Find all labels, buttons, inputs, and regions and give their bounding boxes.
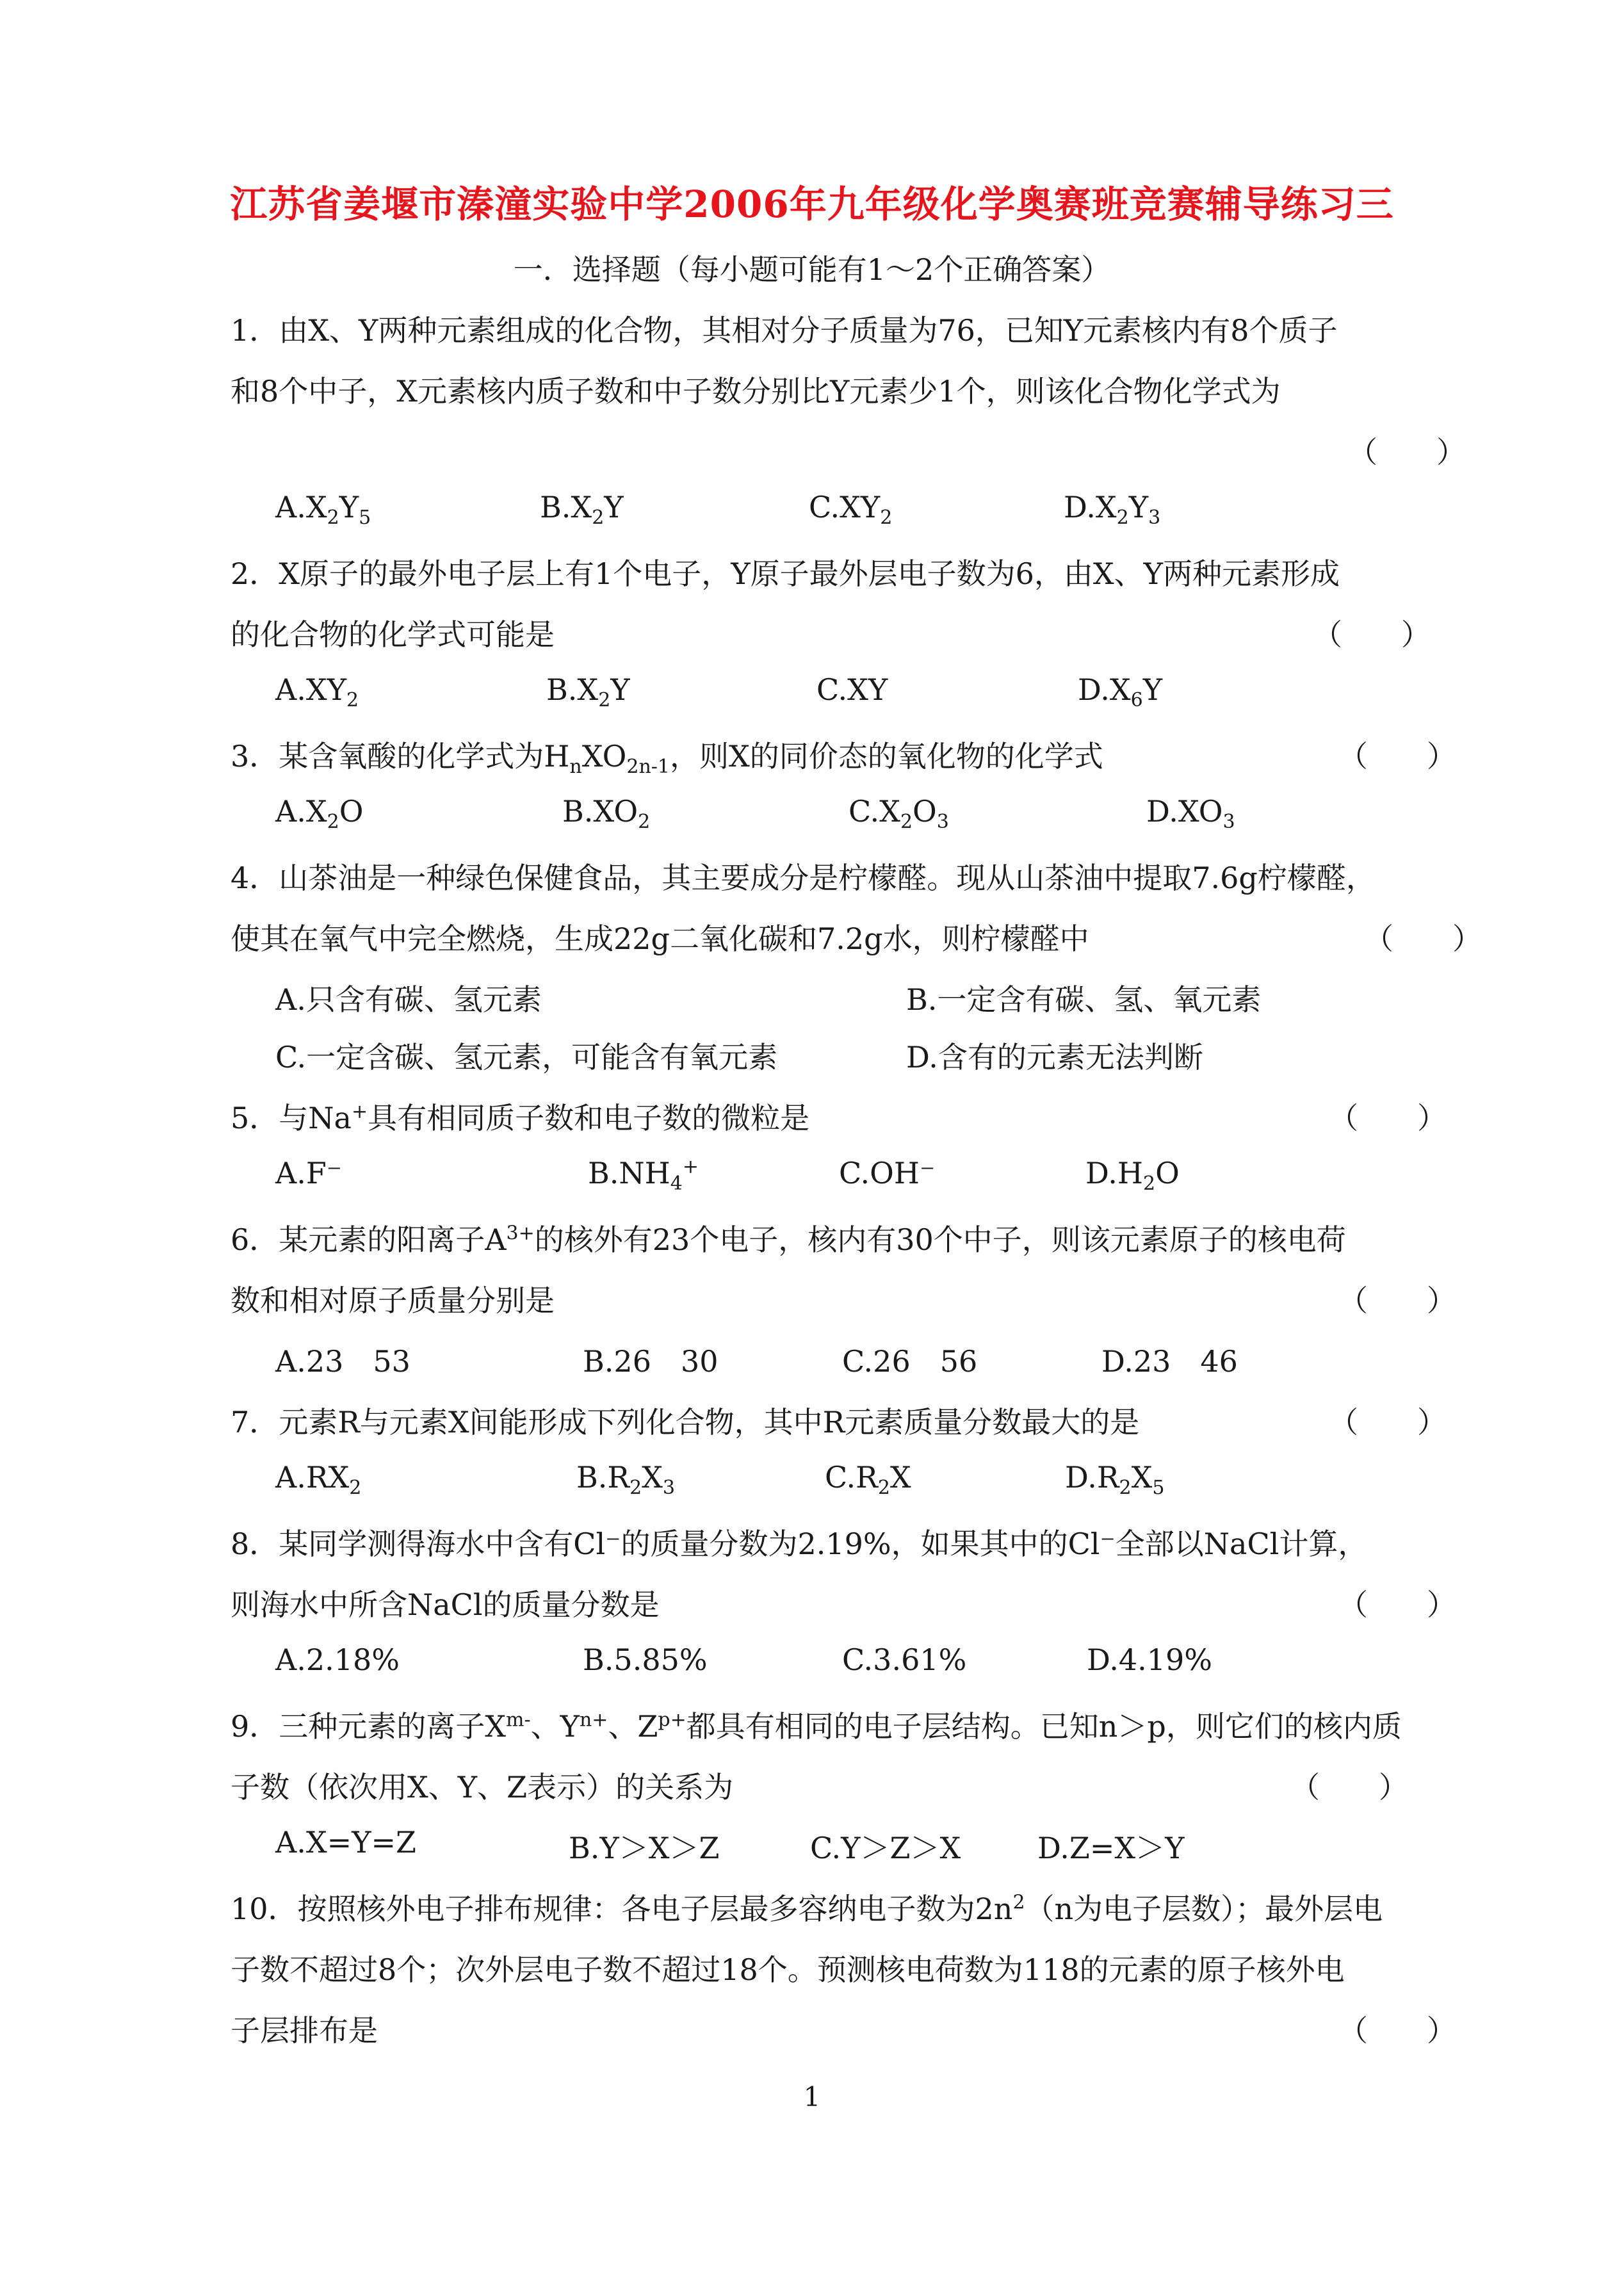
page-title: 江苏省姜堰市溱潼实验中学2006年九年级化学奥赛班竞赛辅导练习三 [230, 182, 1394, 226]
q5-option-a: A.F⁻ [275, 1156, 343, 1190]
q2-option-b: $B.X_2Y$ [546, 672, 630, 712]
q10-line-3: 子层排布是 [231, 2013, 378, 2048]
q6-option-d: D.23 46 [1101, 1344, 1238, 1379]
q5-option-d: $D.H_2O$ [1085, 1156, 1180, 1196]
q8-option-c: C.3.61% [842, 1642, 967, 1677]
q4-line-1: 4．山茶油是一种绿色保健食品，其主要成分是柠檬醛。现从山茶油中提取7.6g柠檬醛， [231, 861, 1376, 895]
q7-option-a: $A.RX_2$ [275, 1460, 362, 1500]
q6-option-b: B.26 30 [583, 1344, 719, 1379]
q3-answer-blank: （ ） [1338, 739, 1456, 774]
q3-line-1: 3．某含氧酸的化学式为$H_nXO_{2n-1}$，则X的同价态的氧化物的化学式 [231, 739, 1103, 779]
q3-option-c: $C.X_2O_3$ [849, 794, 949, 834]
q7-line-1: 7．元素R与元素X间能形成下列化合物，其中R元素质量分数最大的是 [231, 1405, 1140, 1439]
q8-option-a: A.2.18% [275, 1642, 400, 1677]
q9-line-2: 子数（依次用X、Y、Z表示）的关系为 [231, 1770, 734, 1804]
q6-line-2: 数和相对原子质量分别是 [231, 1283, 555, 1318]
q9-line-1: 9．三种元素的离子$X^{m-}$、$Y^{n+}$、$Z^{p+}$都具有相同的电子层结构。已知n＞p，则它们的核内质 [231, 1708, 1402, 1744]
q7-option-b: $B.R_2X_3$ [576, 1460, 675, 1500]
q7-answer-blank: （ ） [1329, 1405, 1447, 1439]
q8-line-2: 则海水中所含NaCl的质量分数是 [231, 1587, 660, 1622]
section-heading: 一．选择题（每小题可能有1～2个正确答案） [513, 252, 1111, 287]
q9-option-c: C.Y＞Z＞X [810, 1831, 961, 1865]
q2-option-a: $A.XY_2$ [275, 672, 359, 712]
q9-option-d: D.Z=X＞Y [1037, 1831, 1185, 1865]
q4-line-2: 使其在氧气中完全燃烧，生成22g二氧化碳和7.2g水，则柠檬醛中 [231, 921, 1089, 956]
q5-option-c: C.OH⁻ [839, 1156, 936, 1190]
q2-answer-blank: （ ） [1313, 617, 1431, 652]
q1-line-2: 和8个中子，X元素核内质子数和中子数分别比Y元素少1个，则该化合物化学式为 [231, 374, 1281, 409]
q1-option-c: $C.XY_2$ [809, 490, 893, 530]
q4-option-c: C.一定含碳、氢元素，可能含有氧元素 [275, 1040, 778, 1075]
q9-option-b: B.Y＞X＞Z [569, 1831, 720, 1865]
q1-option-d: $D.X_2Y_3$ [1064, 490, 1161, 530]
q1-option-b: $B.X_2Y$ [540, 490, 624, 530]
q3-option-b: $B.XO_2$ [562, 794, 651, 834]
q5-option-b: $B.NH_4^+$ [588, 1155, 699, 1196]
q10-line-1: 10．按照核外电子排布规律：各电子层最多容纳电子数为$2n^2(n$为电子层数）；最外层电 [231, 1891, 1383, 1926]
q1-answer-blank: （ ） [1348, 435, 1466, 469]
page-number: 1 [803, 2081, 821, 2113]
q4-option-b: B.一定含有碳、氢、氧元素 [906, 982, 1262, 1017]
q7-option-d: $D.R_2X_5$ [1065, 1460, 1165, 1500]
q7-option-c: $C.R_2X$ [825, 1460, 911, 1500]
q6-option-a: A.23 53 [275, 1344, 410, 1379]
q5-line-1: 5．与Na+具有相同质子数和电子数的微粒是 [231, 1100, 810, 1135]
q9-answer-blank: （ ） [1290, 1770, 1408, 1804]
q4-answer-blank: （ ） [1364, 921, 1482, 956]
q3-option-d: $D.XO_3$ [1146, 794, 1235, 834]
q8-line-1: 8．某同学测得海水中含有Cl⁻的质量分数为2.19%，如果其中的Cl⁻全部以NaCl计算， [231, 1527, 1368, 1561]
q3-option-a: $A.X_2O$ [275, 794, 364, 834]
q2-option-d: $D.X_6Y$ [1078, 672, 1163, 712]
q4-option-a: A.只含有碳、氢元素 [275, 982, 542, 1017]
q10-line-2: 子数不超过8个；次外层电子数不超过18个。预测核电荷数为118的元素的原子核外电 [231, 1952, 1345, 1987]
q9-option-a: A.X=Y=Z [275, 1825, 417, 1860]
q8-option-d: D.4.19% [1087, 1642, 1212, 1677]
q1-line-1: 1．由X、Y两种元素组成的化合物，其相对分子质量为76，已知Y元素核内有8个质子 [231, 313, 1338, 348]
q8-option-b: B.5.85% [583, 1642, 708, 1677]
q2-line-1: 2．X原子的最外电子层上有1个电子，Y原子最外层电子数为6，由X、Y两种元素形成 [231, 556, 1340, 591]
q10-answer-blank: （ ） [1338, 2013, 1456, 2048]
q6-option-c: C.26 56 [842, 1344, 978, 1379]
q4-option-d: D.含有的元素无法判断 [906, 1040, 1203, 1075]
q2-option-c: C.XY [816, 672, 888, 707]
q5-answer-blank: （ ） [1329, 1101, 1447, 1135]
q2-line-2: 的化合物的化学式可能是 [231, 617, 555, 652]
q1-option-a: $A.X_2Y_5$ [275, 490, 371, 530]
q8-answer-blank: （ ） [1338, 1587, 1456, 1622]
q6-line-1: 6．某元素的阳离子$A^{3+}$的核外有23个电子，核内有30个中子，则该元素原子的核电荷 [231, 1222, 1346, 1257]
q6-answer-blank: （ ） [1338, 1283, 1456, 1318]
